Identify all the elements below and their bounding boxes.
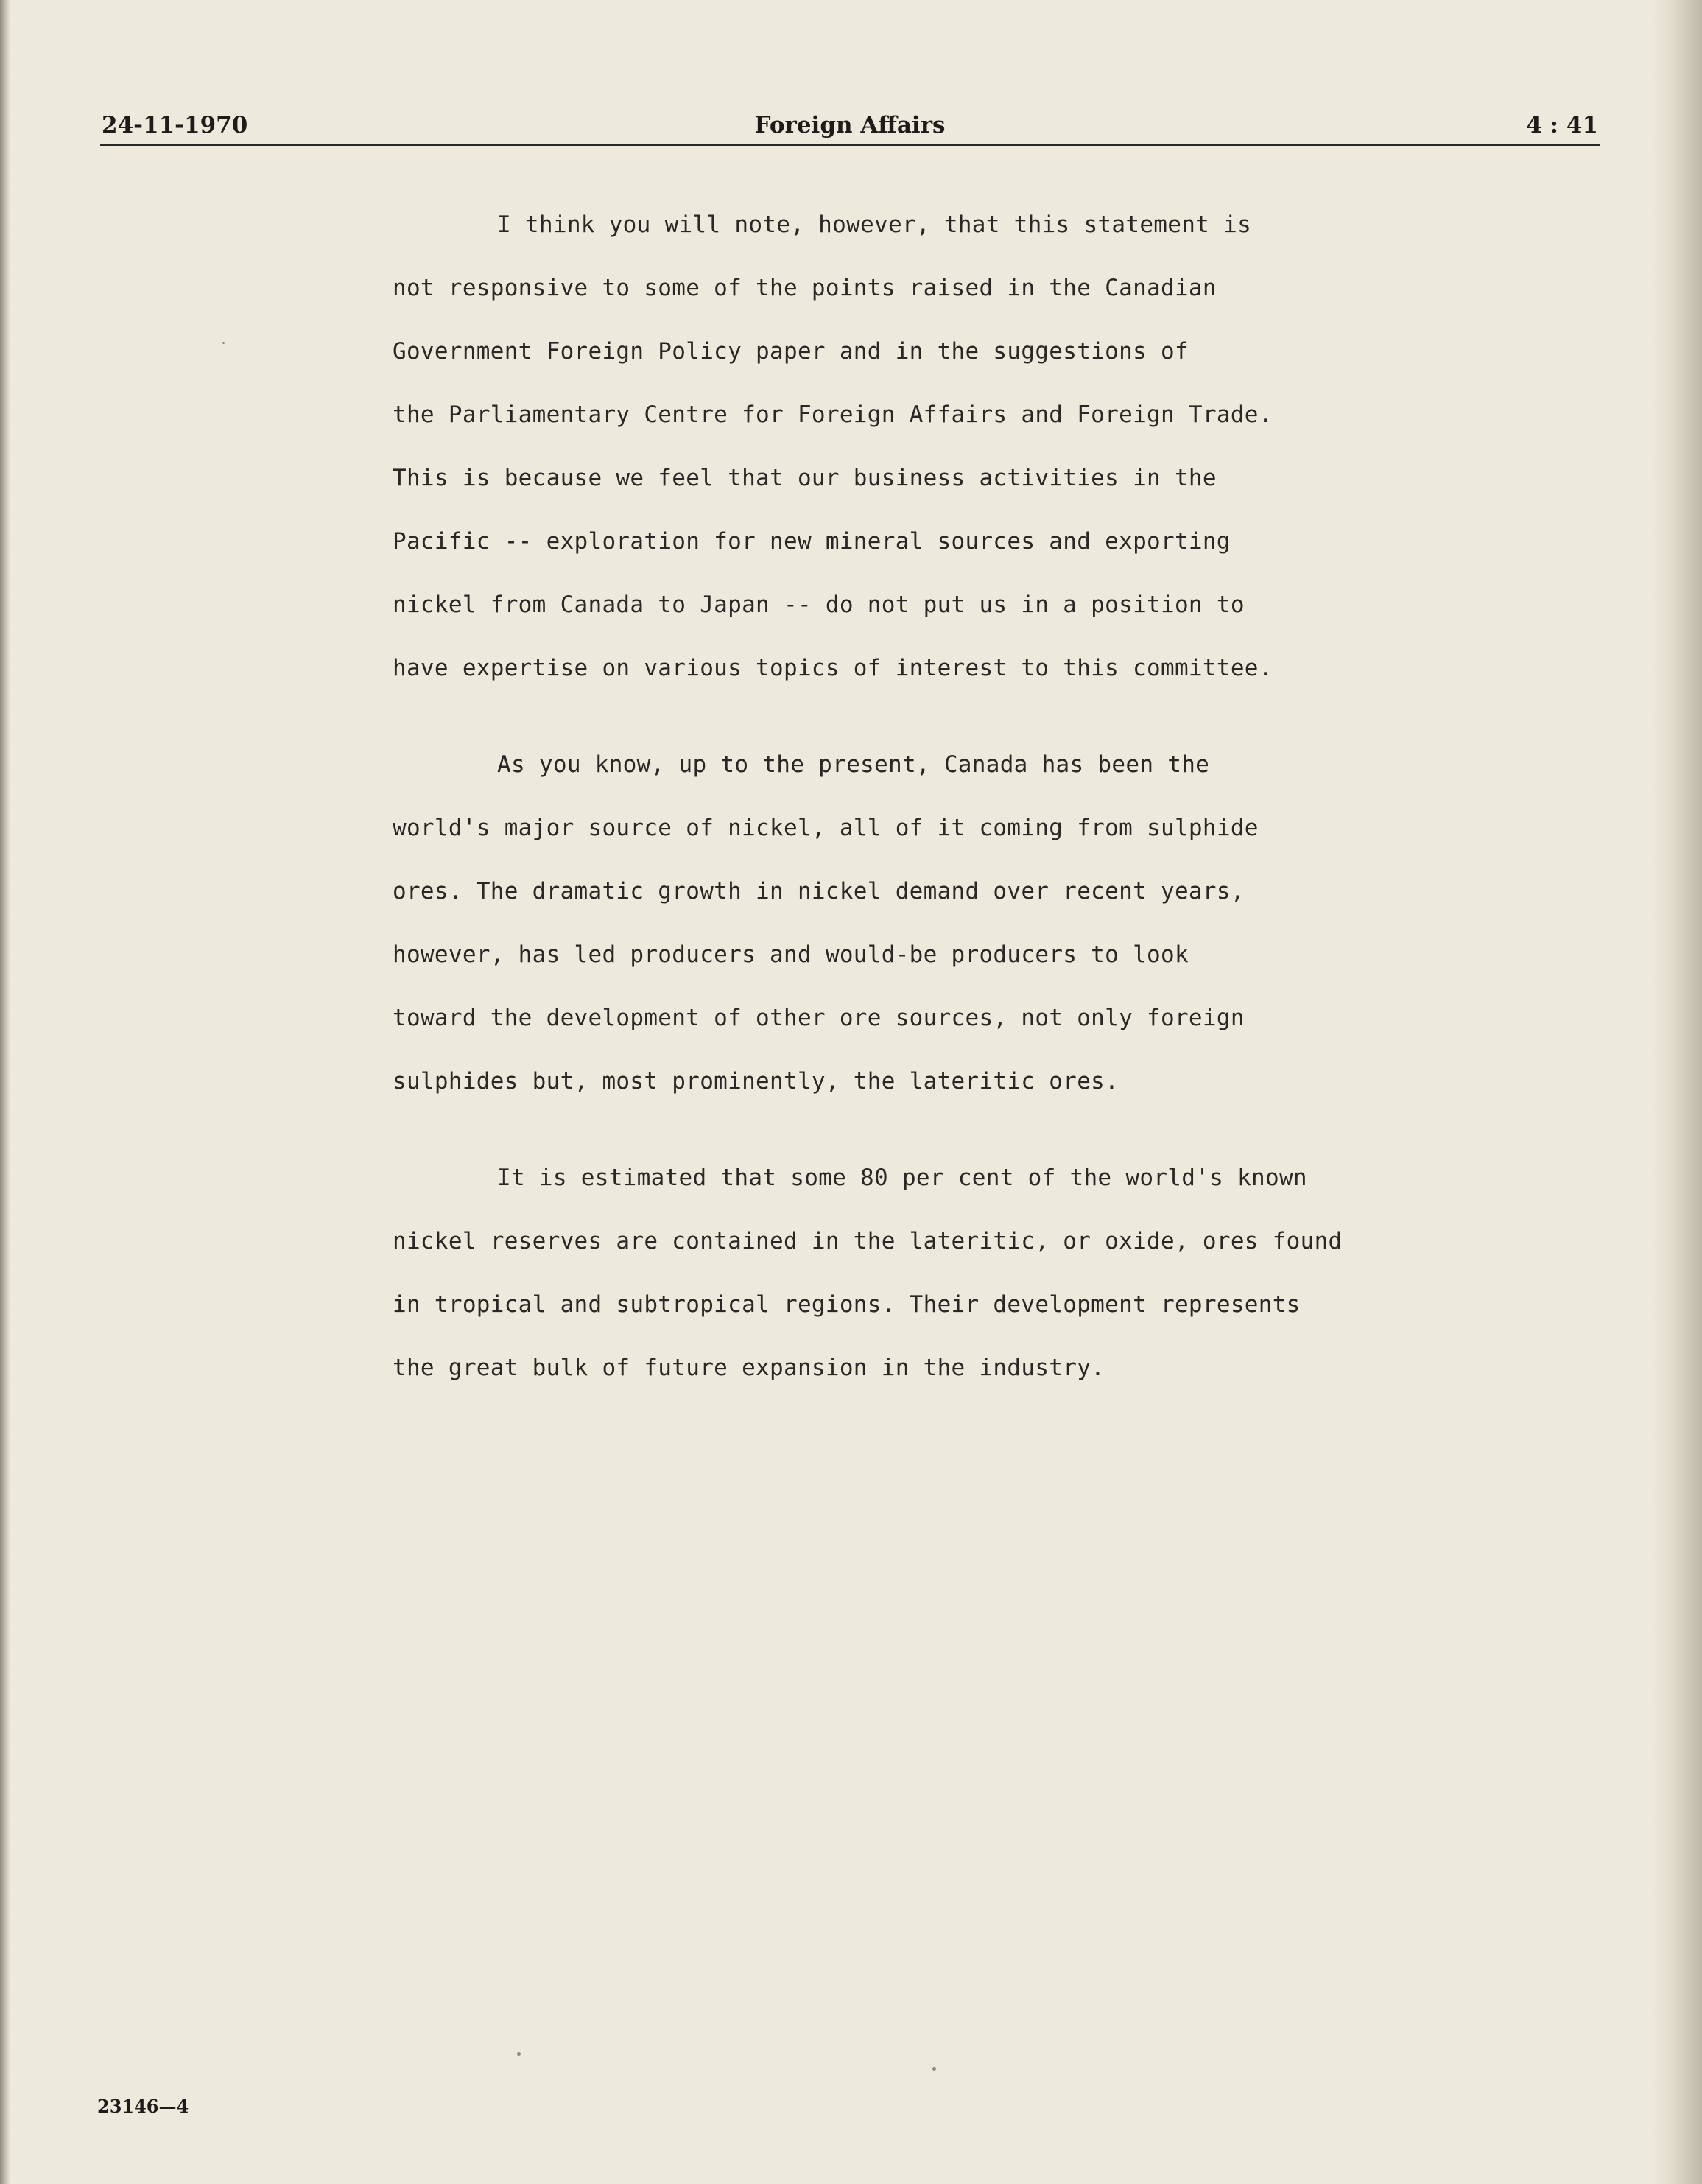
text-line: not responsive to some of the points raised in the Canadian <box>393 275 1217 301</box>
text-line: It is estimated that some 80 per cent of the world's known <box>497 1165 1307 1191</box>
text-line: Government Foreign Policy paper and in the suggestions of <box>393 338 1189 365</box>
page-edge-right <box>1650 0 1702 2184</box>
text-line: ores. The dramatic growth in nickel demand over recent years, <box>393 878 1245 905</box>
paper-speck <box>222 342 225 344</box>
text-line: As you know, up to the present, Canada has been the <box>497 751 1210 778</box>
text-line: the great bulk of future expansion in the industry. <box>393 1355 1105 1381</box>
text-line: the Parliamentary Centre for Foreign Affairs and Foreign Trade. <box>393 401 1273 428</box>
text-line: nickel from Canada to Japan -- do not put us in a position to <box>393 591 1245 618</box>
text-line: have expertise on various topics of interest to this committee. <box>393 655 1273 681</box>
header-title: Foreign Affairs <box>754 112 946 138</box>
paragraph-3 <box>393 1146 1350 1400</box>
paper-speck <box>517 2052 521 2056</box>
text-line: toward the development of other ore sources, not only foreign <box>393 1005 1245 1031</box>
text-line: sulphides but, most prominently, the lateritic ores. <box>393 1068 1119 1095</box>
text-line: This is because we feel that our business activities in the <box>393 465 1217 491</box>
paragraph-2 <box>393 733 1350 1113</box>
header-rule <box>100 144 1600 146</box>
footer-code: 23146—4 <box>97 2096 189 2117</box>
header-page-number: 4 : 41 <box>1526 112 1598 138</box>
text-line: Pacific -- exploration for new mineral sources and exporting <box>393 528 1231 555</box>
text-line: however, has led producers and would-be producers to look <box>393 941 1189 968</box>
page-edge-left <box>0 0 10 2184</box>
text-line: nickel reserves are contained in the lateritic, or oxide, ores found <box>393 1228 1343 1254</box>
paragraph-1 <box>393 193 1350 700</box>
text-line: I think you will note, however, that this statement is <box>497 211 1252 238</box>
text-line: world's major source of nickel, all of it coming from sulphide <box>393 815 1259 841</box>
body-text <box>393 193 1350 1433</box>
paper-speck <box>932 2067 936 2071</box>
page-header <box>102 109 1598 141</box>
text-line: in tropical and subtropical regions. Their development represents <box>393 1291 1301 1318</box>
header-date: 24-11-1970 <box>102 112 248 138</box>
